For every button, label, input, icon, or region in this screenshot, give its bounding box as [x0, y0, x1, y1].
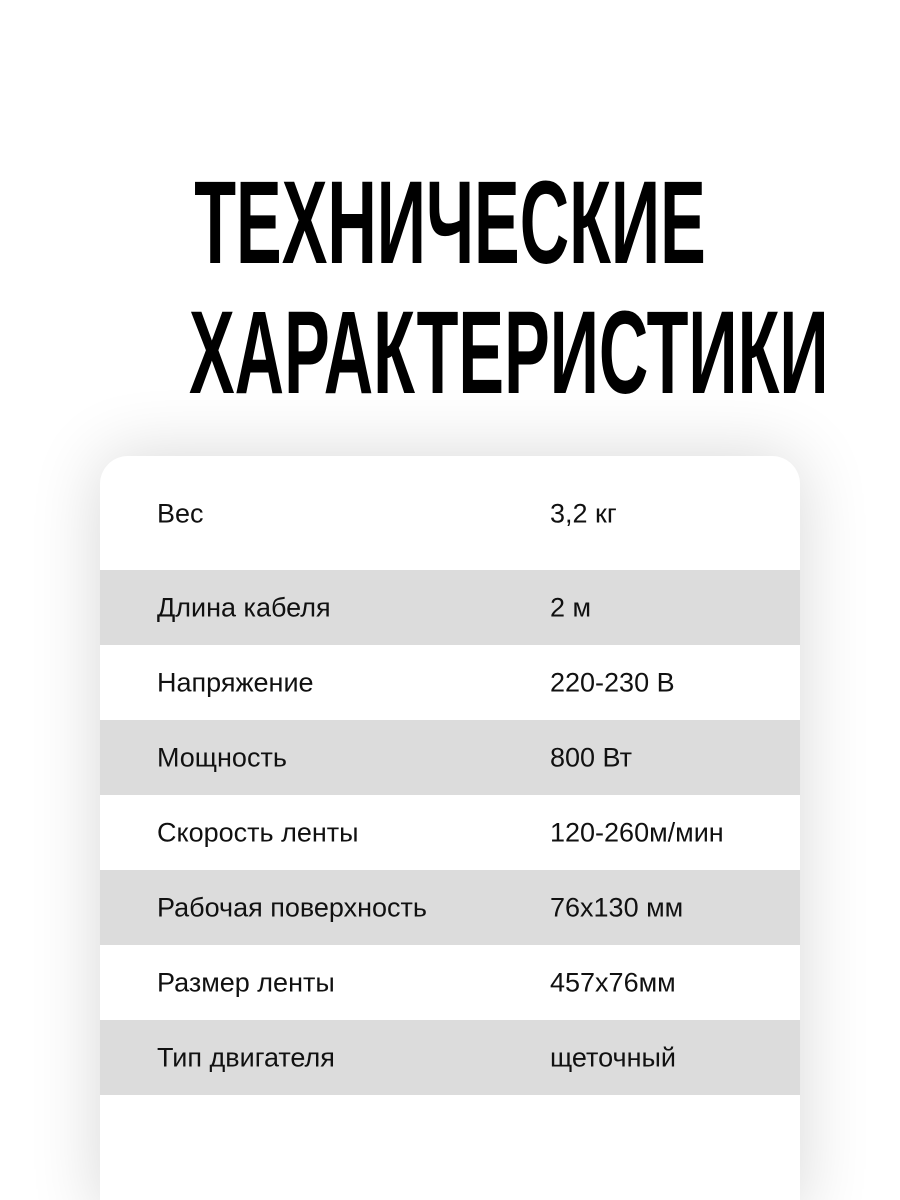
- spec-row-power: [100, 720, 800, 795]
- spec-value: 220-230 В: [550, 667, 675, 697]
- page-title: [0, 157, 900, 419]
- spec-value: 457x76мм: [550, 967, 676, 997]
- specs-card: [100, 456, 800, 1200]
- spec-label: Скорость ленты: [157, 817, 359, 847]
- spec-label: Напряжение: [157, 667, 314, 697]
- spec-label: Рабочая поверхность: [157, 892, 427, 922]
- spec-label: Тип двигателя: [157, 1042, 335, 1072]
- spec-value: 3,2 кг: [550, 498, 617, 529]
- spec-value: 120-260м/мин: [550, 817, 724, 847]
- spec-value: 800 Вт: [550, 742, 633, 772]
- spec-label: Размер ленты: [157, 967, 335, 997]
- spec-label: Вес: [157, 498, 204, 529]
- spec-row-motor-type: [100, 1020, 800, 1095]
- spec-row-belt-speed: [100, 795, 800, 870]
- spec-value: щеточный: [550, 1042, 676, 1072]
- spec-label: Длина кабеля: [157, 592, 331, 622]
- spec-row-belt-size: [100, 945, 800, 1020]
- spec-value: 76x130 мм: [550, 892, 684, 922]
- page-title-line-1: ТЕХНИЧЕСКИЕ: [194, 157, 706, 289]
- spec-row-voltage: [100, 645, 800, 720]
- spec-label: Мощность: [157, 742, 287, 772]
- spec-row-cable-length: [100, 570, 800, 645]
- spec-row-weight: [100, 456, 800, 570]
- spec-row-working-surface: [100, 870, 800, 945]
- spec-value: 2 м: [550, 592, 592, 622]
- page-title-line-2: ХАРАКТЕРИСТИКИ: [189, 287, 829, 419]
